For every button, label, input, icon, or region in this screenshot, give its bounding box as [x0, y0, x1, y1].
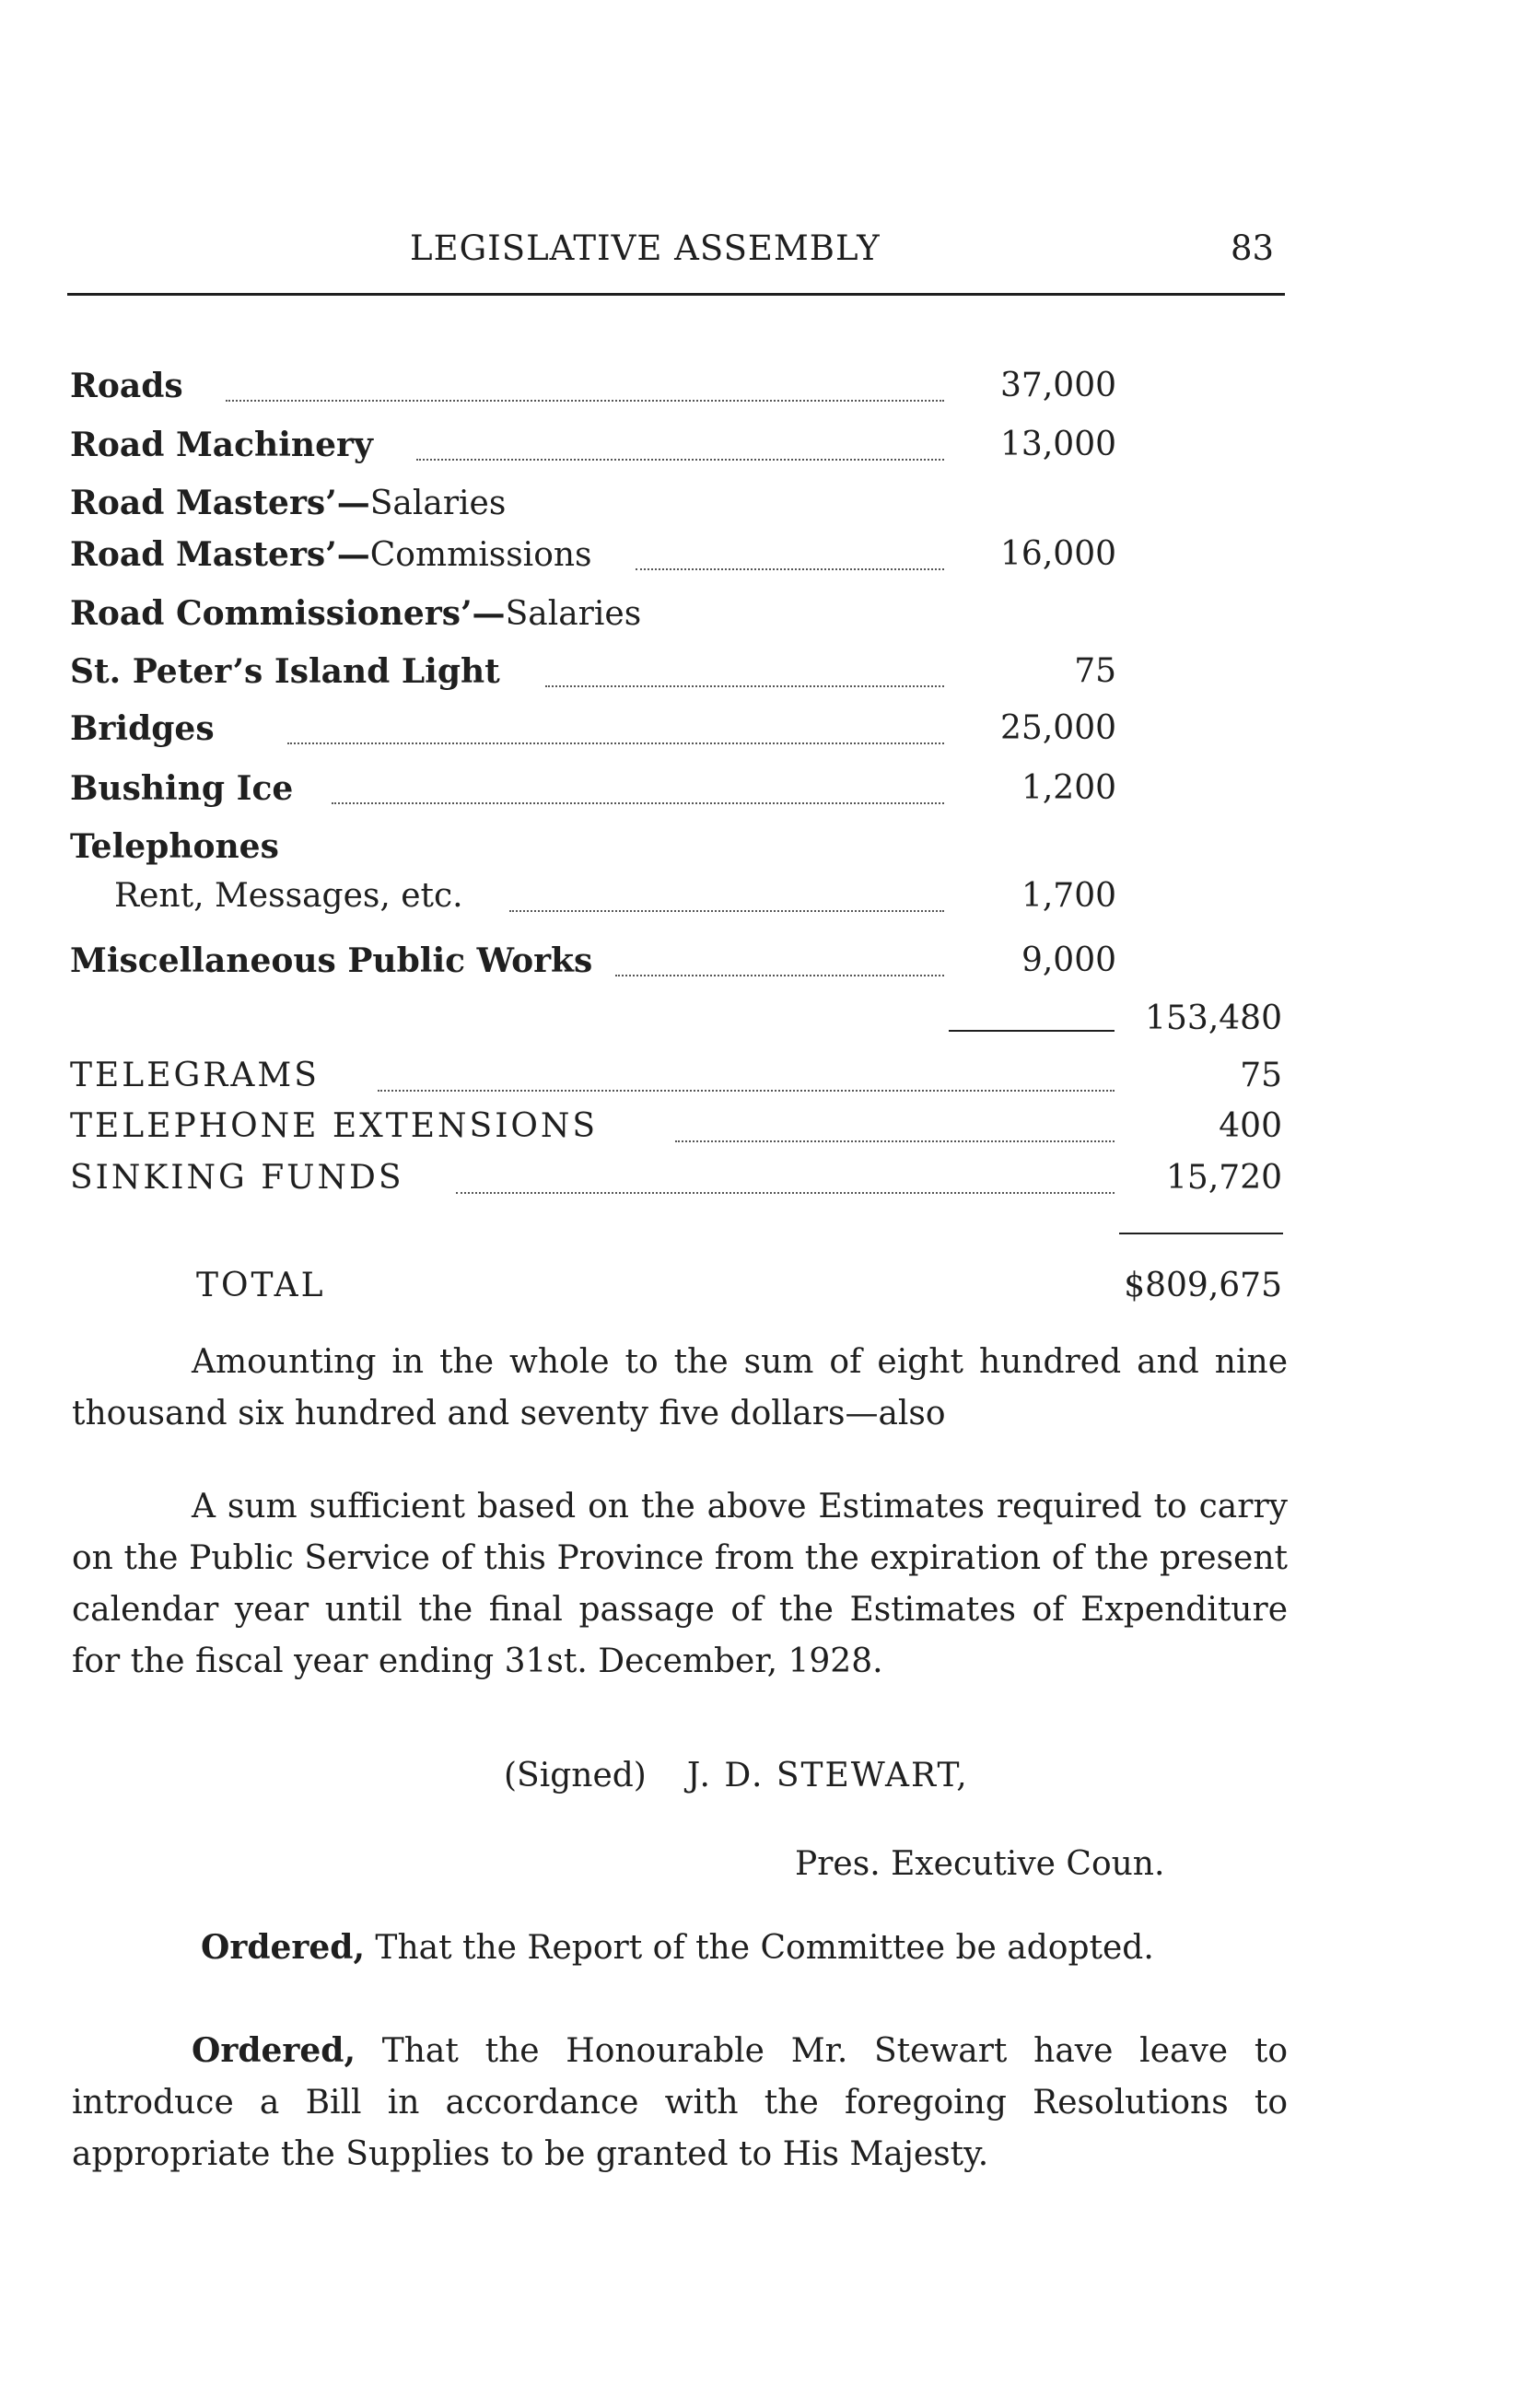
running-header: LEGISLATIVE ASSEMBLY — [410, 228, 881, 268]
ordered-report-adopted — [201, 1928, 1154, 1967]
signature-line — [504, 1757, 969, 1794]
leader-dots — [378, 1090, 1115, 1092]
leader-dots — [636, 568, 944, 570]
total-label: TOTAL — [196, 1267, 326, 1304]
row-label — [70, 594, 641, 633]
row-label: Miscellaneous Public Works — [70, 941, 593, 980]
signed-label: (Signed) — [504, 1757, 647, 1794]
estimate-row — [0, 367, 1529, 418]
row-label-rest: Salaries — [505, 595, 642, 633]
leader-dots — [509, 910, 944, 912]
leader-dots — [615, 975, 944, 976]
estimate-row — [0, 594, 1529, 646]
estimate-row — [0, 484, 1529, 535]
row-label — [70, 484, 506, 522]
paragraph-text: Amounting in the whole to the sum of eight hundred and nine thousand six hundred and seventy five dollars—also — [72, 1343, 1288, 1432]
estimate-row — [0, 426, 1529, 477]
row-label: Telephones — [70, 827, 279, 866]
row-amount: 13,000 — [1000, 426, 1116, 463]
ordered-bill-paragraph — [72, 2025, 1288, 2180]
row-amount: 1,700 — [1021, 877, 1116, 915]
ordered-keyword: Ordered, — [192, 2031, 356, 2070]
total-amount: $809,675 — [1124, 1267, 1282, 1304]
row-label: St. Peter’s Island Light — [70, 652, 500, 691]
sum-sufficient-paragraph — [72, 1481, 1288, 1688]
row-label-bold: Road Masters’— — [70, 484, 370, 522]
estimate-row — [0, 1159, 1529, 1210]
row-label: Rent, Messages, etc. — [114, 877, 463, 915]
row-label: TELEGRAMS — [70, 1057, 320, 1094]
signatory-title: Pres. Executive Coun. — [795, 1845, 1165, 1883]
leader-dots — [545, 685, 944, 687]
row-label: Roads — [70, 367, 183, 405]
total-rule — [1119, 1233, 1283, 1234]
row-label-bold: Road Commissioners’— — [70, 594, 506, 633]
estimate-row — [0, 877, 1529, 929]
leader-dots — [226, 400, 944, 402]
estimate-row — [0, 652, 1529, 704]
signatory-name: J. D. STEWART, — [686, 1757, 969, 1794]
estimate-row — [0, 535, 1529, 587]
row-amount: 75 — [1074, 652, 1116, 690]
row-amount: 37,000 — [1000, 367, 1116, 404]
ordered-text: That the Report of the Committee be adopted. — [364, 1929, 1154, 1967]
leader-dots — [456, 1192, 1115, 1194]
header-rule — [67, 293, 1285, 296]
leader-dots — [675, 1140, 1115, 1142]
row-label: Road Machinery — [70, 426, 373, 464]
row-label — [70, 535, 592, 574]
row-amount: 25,000 — [1000, 709, 1116, 747]
estimate-row — [0, 941, 1529, 993]
estimate-row — [0, 827, 1529, 879]
page-number: 83 — [1231, 228, 1275, 268]
row-amount: 1,200 — [1021, 769, 1116, 807]
subtotal-amount: 153,480 — [1145, 999, 1282, 1037]
estimate-row — [0, 769, 1529, 821]
row-amount: 15,720 — [1166, 1159, 1282, 1197]
estimate-row — [0, 1057, 1529, 1108]
row-label: SINKING FUNDS — [70, 1159, 404, 1197]
paragraph-text: A sum sufficient based on the above Estimates required to carry on the Public Service of this Province from the expiration of the present calendar year until the final passage of the Estimates of Expenditure for the fiscal year ending 31st. December, 1928. — [72, 1488, 1288, 1680]
leader-dots — [287, 742, 944, 744]
row-label: TELEPHONE EXTENSIONS — [70, 1107, 599, 1145]
row-amount: 400 — [1219, 1107, 1282, 1145]
row-label-bold: Road Masters’— — [70, 535, 370, 574]
row-amount: 16,000 — [1000, 535, 1116, 573]
amount-in-words-paragraph — [72, 1337, 1288, 1440]
row-label: Bridges — [70, 709, 215, 748]
leader-dots — [332, 802, 944, 804]
row-amount: 9,000 — [1021, 941, 1116, 979]
ordered-text: That the Honourable Mr. Stewart have leave to introduce a Bill in accordance with the foregoing Resolutions to appropriate the Supplies to be granted to His Majesty. — [72, 2032, 1288, 2173]
estimate-row — [0, 1107, 1529, 1159]
estimate-row — [0, 709, 1529, 761]
leader-dots — [416, 459, 944, 461]
row-amount: 75 — [1240, 1057, 1282, 1094]
ordered-keyword: Ordered, — [201, 1928, 365, 1967]
subtotal-row — [0, 999, 1529, 1051]
row-label-rest: Salaries — [369, 485, 507, 522]
row-label: Bushing Ice — [70, 769, 294, 808]
row-label-rest: Commissions — [369, 536, 592, 574]
